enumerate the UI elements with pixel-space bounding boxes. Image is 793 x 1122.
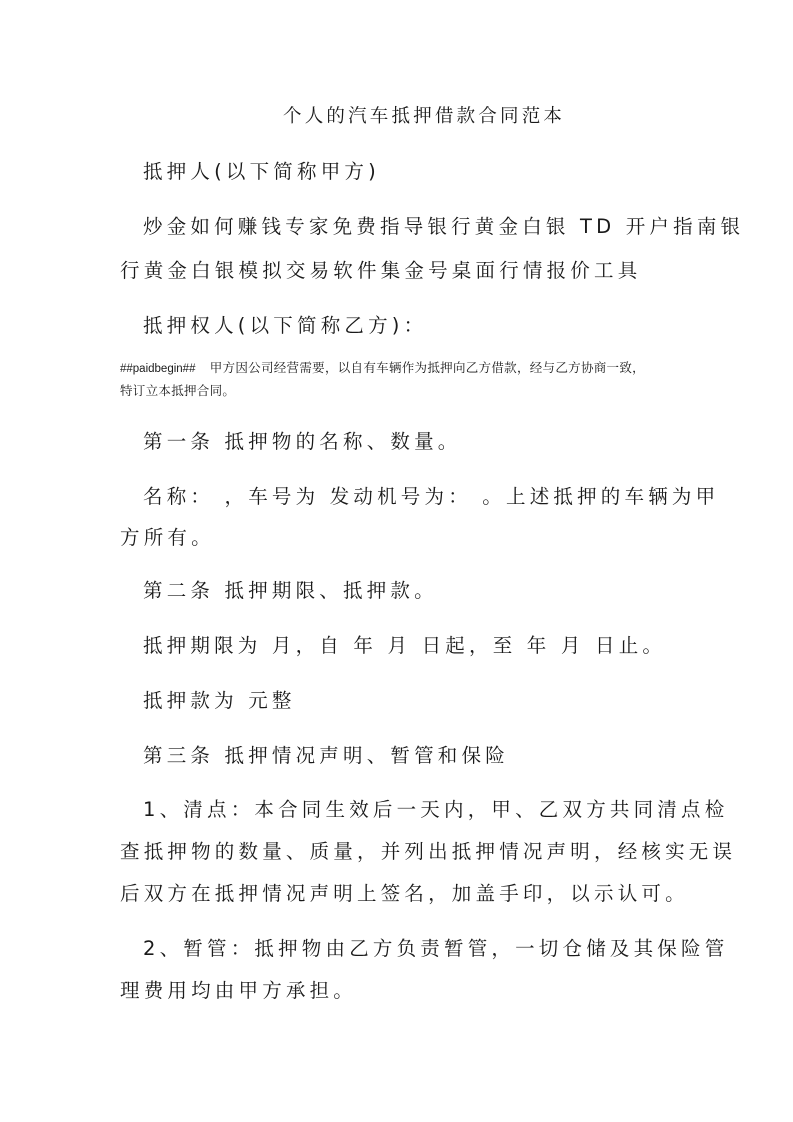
paid-begin-tag: ##paidbegin## <box>120 363 196 375</box>
article3-item1-line-2: 查抵押物的数量、质量，并列出抵押情况声明，经核实无误 <box>120 840 737 863</box>
document-title: 个人的汽车抵押借款合同范本 <box>283 106 566 127</box>
mortgagee-line: 抵押权人(以下简称乙方)： <box>143 314 428 337</box>
article1-body-line-2: 方所有。 <box>120 526 215 549</box>
article2-amount: 抵押款为 元整 <box>143 689 296 712</box>
ad-line-1: 炒金如何赚钱专家免费指导银行黄金白银 TD 开户指南银 <box>143 215 745 238</box>
ad-line-2: 行黄金白银模拟交易软件集金号桌面行情报价工具 <box>120 259 642 282</box>
article3-item1-line-1: 1、清点：本合同生效后一天内，甲、乙双方共同清点检 <box>143 798 729 821</box>
article2-heading: 第二条 抵押期限、抵押款。 <box>143 579 438 602</box>
intro-text: 甲方因公司经营需要，以自有车辆作为抵押向乙方借款，经与乙方协商一致， <box>209 360 645 375</box>
intro-line-2: 特订立本抵押合同。 <box>120 383 236 398</box>
article3-heading: 第三条 抵押情况声明、暂管和保险 <box>143 744 509 767</box>
mortgagor-line: 抵押人(以下简称甲方) <box>143 160 380 183</box>
article3-item2-line-1: 2、暂管：抵押物由乙方负责暂管，一切仓储及其保险管 <box>143 937 729 960</box>
article3-item2-line-2: 理费用均由甲方承担。 <box>120 979 358 1002</box>
article1-heading: 第一条 抵押物的名称、数量。 <box>143 430 462 453</box>
intro-line-1 <box>120 358 645 379</box>
article3-item1-line-3: 后双方在抵押情况声明上签名，加盖手印，以示认可。 <box>120 882 689 905</box>
article1-body-line-1: 名称： ，车号为 发动机号为： 。上述抵押的车辆为甲 <box>143 485 720 508</box>
article2-term: 抵押期限为 月，自 年 月 日起，至 年 月 日止。 <box>143 634 667 657</box>
